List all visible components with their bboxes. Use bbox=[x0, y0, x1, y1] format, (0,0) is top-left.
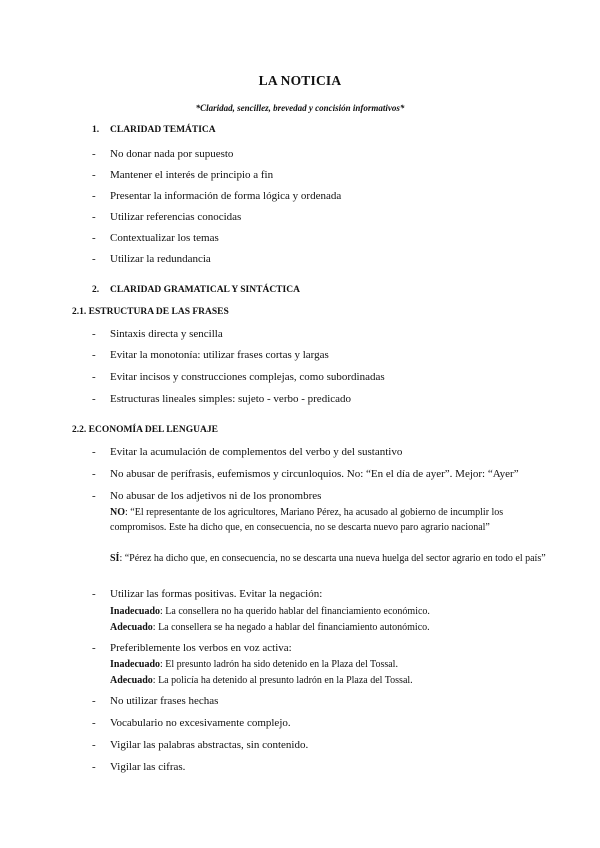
list-item-text: Utilizar las formas positivas. Evitar la negación: bbox=[110, 588, 323, 600]
bullet-dash: - bbox=[92, 328, 96, 340]
list-item-text: No donar nada por supuesto bbox=[110, 148, 234, 160]
list-item-text: No utilizar frases hechas bbox=[110, 695, 219, 707]
section-title: CLARIDAD GRAMATICAL Y SINTÁCTICA bbox=[110, 285, 300, 295]
list-item-text: Estructuras lineales simples: sujeto - verbo - predicado bbox=[110, 393, 352, 405]
list-item-text: Sintaxis directa y sencilla bbox=[110, 328, 223, 340]
example-label: Inadecuado bbox=[110, 659, 161, 670]
example-text: : “El representante de los agricultores, Mariano Pérez, ha acusado al gobierno de incumplir los compromisos. Este ha dicho que, en consecuencia, no se descarta nuevo paro agrario nacional” bbox=[110, 507, 504, 533]
bullet-dash: - bbox=[92, 717, 96, 729]
list-item-text: No abusar de los adjetivos ni de los pronombres bbox=[110, 490, 322, 502]
bullet-dash: - bbox=[92, 232, 96, 244]
section-number: 2. bbox=[92, 285, 100, 295]
list-item-text: Presentar la información de forma lógica y ordenada bbox=[110, 190, 342, 202]
bullet-dash: - bbox=[92, 148, 96, 160]
list-item-text: No abusar de perífrasis, eufemismos y circunloquios. No: “En el día de ayer”. Mejor: “Ayer” bbox=[110, 468, 519, 480]
list-item-text: Utilizar referencias conocidas bbox=[110, 211, 242, 223]
bullet-dash: - bbox=[92, 642, 96, 654]
list-item-text: Evitar incisos y construcciones complejas, como subordinadas bbox=[110, 371, 385, 383]
section-heading-2 bbox=[92, 285, 300, 295]
bullet-dash: - bbox=[92, 169, 96, 181]
section-title: CLARIDAD TEMÁTICA bbox=[110, 125, 216, 135]
subsection-heading-2-2: 2.2. ECONOMÍA DEL LENGUAJE bbox=[72, 425, 218, 435]
example-label: Adecuado bbox=[110, 675, 153, 686]
example-label: Adecuado bbox=[110, 622, 153, 633]
bullet-dash: - bbox=[92, 490, 96, 502]
example-si bbox=[110, 551, 550, 566]
example-text: : La consellera se ha negado a hablar del financiamiento autonómico. bbox=[152, 622, 430, 633]
subsection-heading-2-1: 2.1. ESTRUCTURA DE LAS FRASES bbox=[72, 307, 229, 317]
bullet-dash: - bbox=[92, 761, 96, 773]
example-no bbox=[110, 505, 550, 535]
example-inadecuado bbox=[110, 657, 550, 672]
bullet-dash: - bbox=[92, 695, 96, 707]
example-adecuado bbox=[110, 620, 550, 635]
bullet-dash: - bbox=[92, 739, 96, 751]
list-item-text: Evitar la acumulación de complementos del verbo y del sustantivo bbox=[110, 446, 403, 458]
bullet-dash: - bbox=[92, 211, 96, 223]
bullet-dash: - bbox=[92, 371, 96, 383]
section-number: 1. bbox=[92, 125, 100, 135]
example-adecuado bbox=[110, 673, 550, 688]
example-text: : La policía ha detenido al presunto ladrón en la Plaza del Tossal. bbox=[152, 675, 413, 686]
list-item-text: Preferiblemente los verbos en voz activa: bbox=[110, 642, 292, 654]
list-item-text: Vigilar las palabras abstractas, sin contenido. bbox=[110, 739, 309, 751]
list-item-text: Mantener el interés de principio a fin bbox=[110, 169, 274, 181]
bullet-dash: - bbox=[92, 190, 96, 202]
bullet-dash: - bbox=[92, 349, 96, 361]
list-item-text: Contextualizar los temas bbox=[110, 232, 219, 244]
example-text: : El presunto ladrón ha sido detenido en la Plaza del Tossal. bbox=[160, 659, 398, 670]
bullet-dash: - bbox=[92, 468, 96, 480]
example-label: Inadecuado bbox=[110, 606, 161, 617]
document-title: LA NOTICIA bbox=[258, 73, 342, 88]
list-item-text: Vocabulario no excesivamente complejo. bbox=[110, 717, 291, 729]
list-item-text: Evitar la monotonía: utilizar frases cortas y largas bbox=[110, 349, 329, 361]
example-label: SÍ bbox=[110, 553, 120, 564]
list-item-text: Utilizar la redundancia bbox=[110, 253, 211, 265]
bullet-dash: - bbox=[92, 253, 96, 265]
example-inadecuado bbox=[110, 604, 550, 619]
document-subtitle: *Claridad, sencillez, brevedad y concisión informativos* bbox=[195, 103, 405, 113]
bullet-dash: - bbox=[92, 446, 96, 458]
example-label: NO bbox=[110, 507, 125, 518]
example-text: : La consellera no ha querido hablar del financiamiento económico. bbox=[160, 606, 430, 617]
bullet-dash: - bbox=[92, 588, 96, 600]
list-item-text: Vigilar las cifras. bbox=[110, 761, 186, 773]
bullet-dash: - bbox=[92, 393, 96, 405]
example-text: : “Pérez ha dicho que, en consecuencia, no se descarta una nueva huelga del sector agrario en todo el país” bbox=[119, 553, 546, 564]
section-heading-1 bbox=[92, 125, 216, 135]
